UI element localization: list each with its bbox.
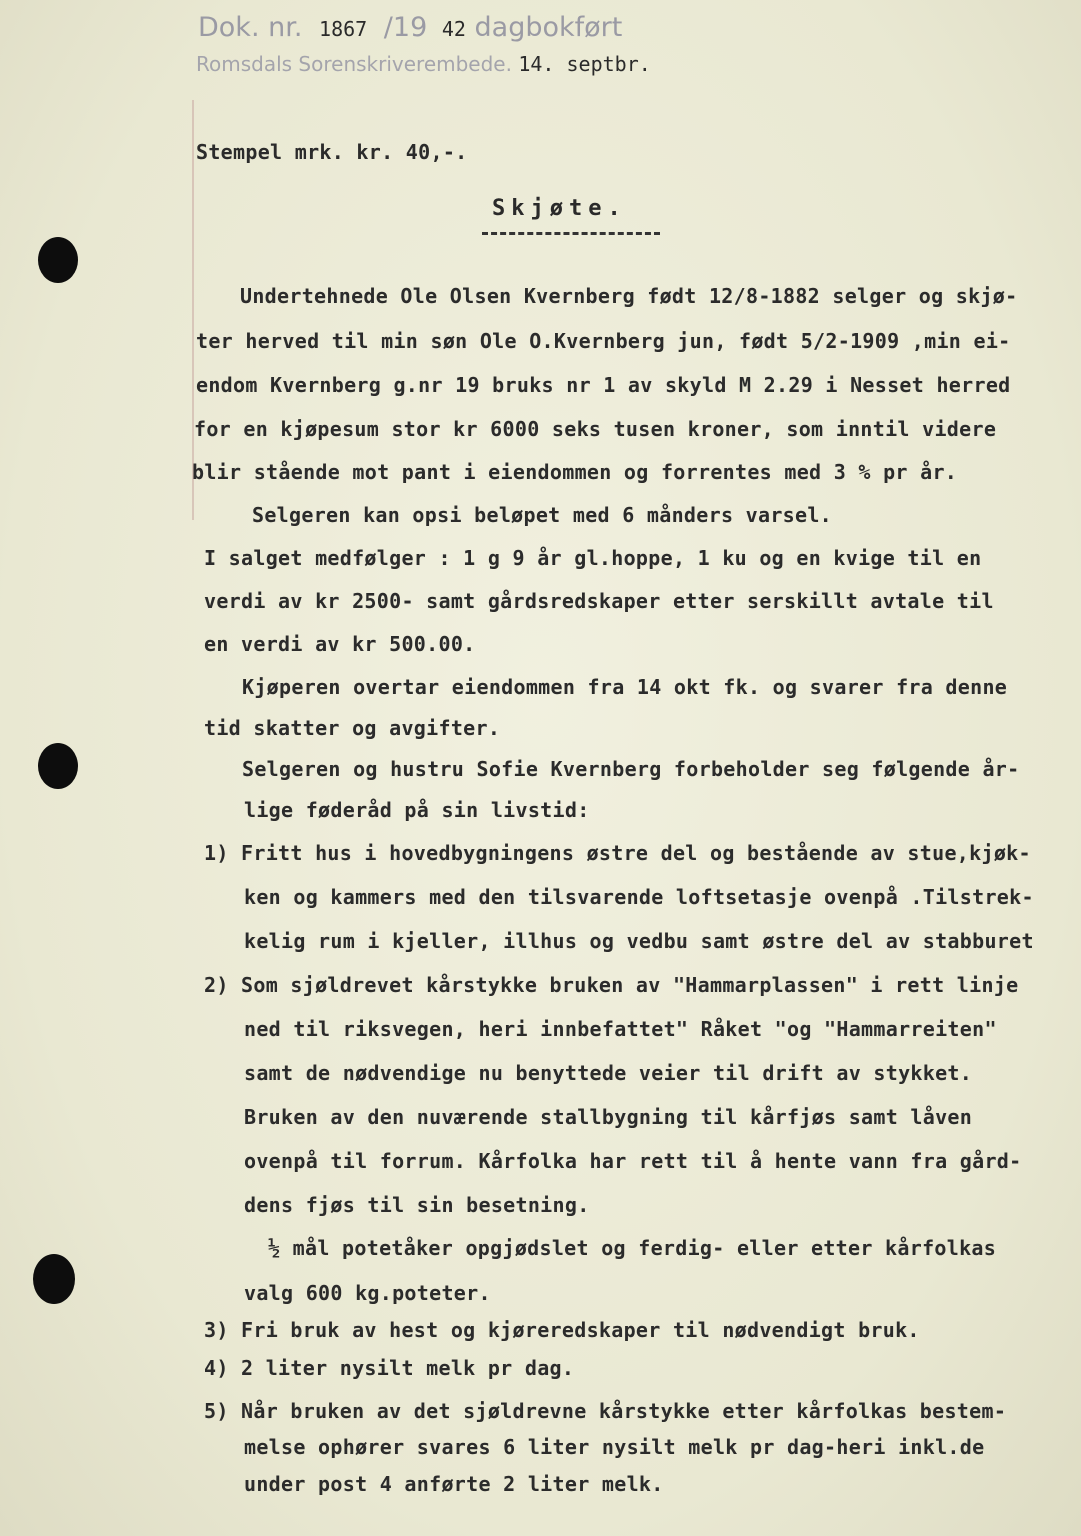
body-line: 2) Som sjøldrevet kårstykke bruken av "Hammarplassen" i rett linje <box>204 973 1019 997</box>
body-line: ned til riksvegen, heri innbefattet" Råket "og "Hammarreiten" <box>244 1017 997 1041</box>
punch-hole-top <box>38 237 78 283</box>
body-line: blir stående mot pant i eiendommen og forrentes med 3 % pr år. <box>192 460 958 484</box>
body-line: ovenpå til forrum. Kårfolka har rett til å hente vann fra gård- <box>244 1149 1022 1173</box>
body-line: dens fjøs til sin besetning. <box>244 1193 590 1217</box>
body-line: lige føderåd på sin livstid: <box>244 798 590 822</box>
body-line: Kjøperen overtar eiendommen fra 14 okt fk. og svarer fra denne <box>242 675 1008 699</box>
body-line: Bruken av den nuværende stallbygning til kårfjøs samt låven <box>244 1105 973 1129</box>
body-line: 3) Fri bruk av hest og kjøreredskaper til nødvendigt bruk. <box>204 1318 920 1342</box>
body-line: ½ mål potetåker opgjødslet og ferdig- eller etter kårfolkas <box>268 1236 997 1260</box>
body-line: kelig rum i kjeller, illhus og vedbu samt østre del av stabburet <box>244 929 1034 953</box>
registry-status: dagbokført <box>474 12 623 43</box>
body-line: ken og kammers med den tilsvarende loftsetasje ovenpå .Tilstrek- <box>244 885 1034 909</box>
body-line: ter herved til min søn Ole O.Kvernberg jun, født 5/2-1909 ,min ei- <box>196 329 1011 353</box>
body-line: 5) Når bruken av det sjøldrevne kårstykke etter kårfolkas bestem- <box>204 1399 1007 1423</box>
body-line: 4) 2 liter nysilt melk pr dag. <box>204 1356 575 1380</box>
body-line: verdi av kr 2500- samt gårdsredskaper etter serskillt avtale til <box>204 589 994 613</box>
registry-office: Romsdals Sorenskriverembede. <box>196 52 512 76</box>
year-suffix: 42 <box>441 17 466 41</box>
body-line: Selgeren kan opsi beløpet med 6 månders varsel. <box>252 503 833 527</box>
body-line: 1) Fritt hus i hovedbygningens østre del og bestående av stue,kjøk- <box>204 841 1031 865</box>
year-prefix: /19 <box>383 12 428 43</box>
body-line: en verdi av kr 500.00. <box>204 632 476 656</box>
dok-number: 1867 <box>319 17 368 41</box>
punch-hole-bottom <box>33 1254 75 1304</box>
document-title: Skjøte. <box>492 196 627 221</box>
body-line: tid skatter og avgifter. <box>204 716 501 740</box>
registry-date: 14. septbr. <box>518 52 651 76</box>
body-line: Undertehnede Ole Olsen Kvernberg født 12/8-1882 selger og skjø- <box>240 284 1018 308</box>
body-line: melse ophører svares 6 liter nysilt melk pr dag-heri inkl.de <box>244 1435 985 1459</box>
punch-hole-middle <box>38 743 78 789</box>
body-line: samt de nødvendige nu benyttede veier til drift av stykket. <box>244 1061 973 1085</box>
registry-stamp-line1 <box>198 12 622 43</box>
body-line: endom Kvernberg g.nr 19 bruks nr 1 av skyld M 2.29 i Nesset herred <box>196 373 1011 397</box>
body-line: Selgeren og hustru Sofie Kvernberg forbeholder seg følgende år- <box>242 757 1020 781</box>
dok-label: Dok. nr. <box>198 12 303 43</box>
body-line: for en kjøpesum stor kr 6000 seks tusen kroner, som inntil videre <box>194 417 997 441</box>
body-line: valg 600 kg.poteter. <box>244 1281 491 1305</box>
body-line: under post 4 anførte 2 liter melk. <box>244 1472 664 1496</box>
registry-stamp-line2 <box>196 52 651 76</box>
margin-rule <box>192 100 194 520</box>
stamp-fee-line: Stempel mrk. kr. 40,-. <box>196 140 468 164</box>
title-underline <box>482 232 660 235</box>
body-line: I salget medfølger : 1 g 9 år gl.hoppe, 1 ku og en kvige til en <box>204 546 982 570</box>
